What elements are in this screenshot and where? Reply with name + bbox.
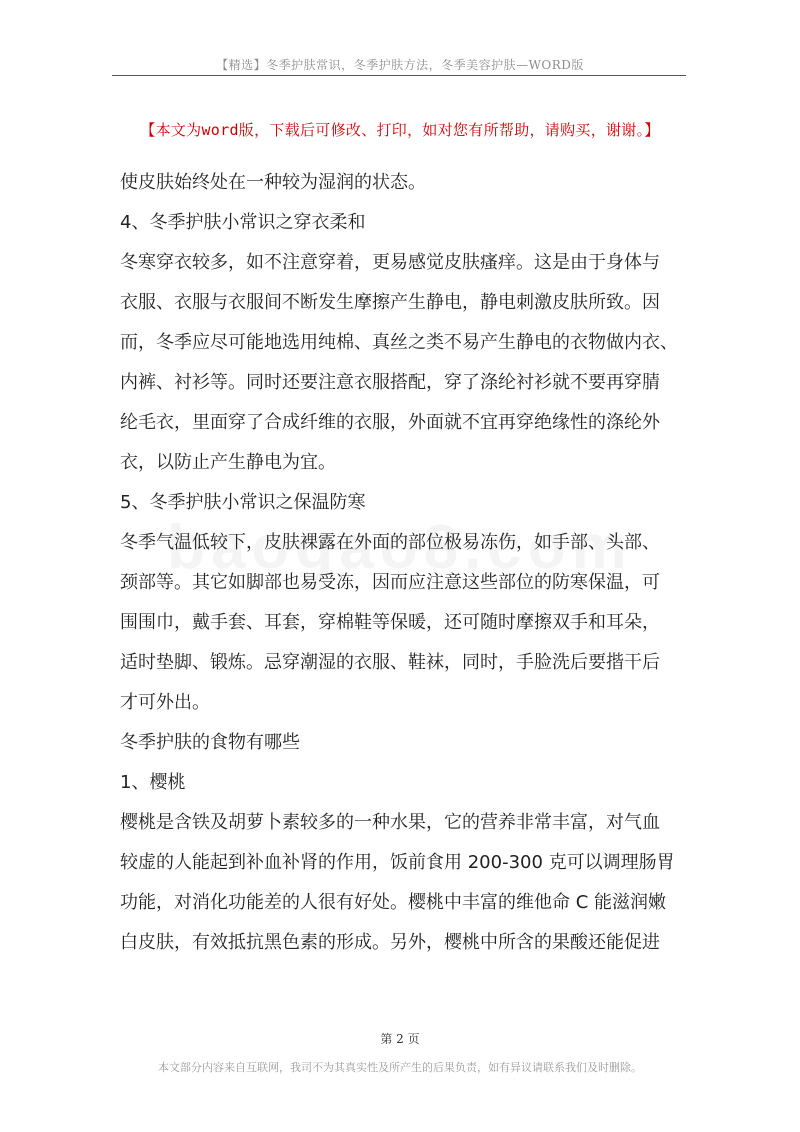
section-heading: 1、樱桃 [120, 772, 186, 793]
document-body [120, 163, 686, 963]
body-line: 才可外出。 [120, 692, 210, 713]
body-line: 适时垫脚、锻炼。忌穿潮湿的衣服、鞋袜，同时，手脸洗后要揩干后 [120, 652, 660, 673]
body-line: 功能，对消化功能差的人很有好处。樱桃中丰富的维他命 C 能滋润嫩 [120, 892, 667, 913]
body-line: 较虚的人能起到补血补肾的作用，饭前食用 200-300 克可以调理肠胃 [120, 852, 675, 873]
body-line: 樱桃是含铁及胡萝卜素较多的一种水果，它的营养非常丰富，对气血 [120, 812, 660, 833]
header-divider [112, 75, 686, 76]
body-line: 冬寒穿衣较多，如不注意穿着，更易感觉皮肤瘙痒。这是由于身体与 [120, 252, 660, 273]
body-line: 围围巾，戴手套、耳套，穿棉鞋等保暖，还可随时摩擦双手和耳朵， [120, 612, 660, 633]
body-line: 衣服、衣服与衣服间不断发生摩擦产生静电，静电刺激皮肤所致。因 [120, 292, 660, 313]
body-line: 衣，以防止产生静电为宜。 [120, 452, 336, 473]
body-line: 颈部等。其它如脚部也易受冻，因而应注意这些部位的防寒保温，可 [120, 572, 660, 593]
section-heading: 4、冬季护肤小常识之穿衣柔和 [120, 212, 366, 233]
body-line: 内裤、衬衫等。同时还要注意衣服搭配，穿了涤纶衬衫就不要再穿腈 [120, 372, 660, 393]
header-title: 【精选】冬季护肤常识，冬季护肤方法，冬季美容护肤—WORD版 [216, 58, 584, 72]
section-heading: 冬季护肤的食物有哪些 [120, 732, 300, 753]
word-version-notice: 【本文为word版，下载后可修改、打印，如对您有所帮助，请购买，谢谢。】 [140, 121, 660, 139]
page-number: 第 2 页 [380, 1032, 420, 1046]
body-line: 冬季气温低较下，皮肤裸露在外面的部位极易冻伤，如手部、头部、 [120, 532, 660, 553]
section-heading: 5、冬季护肤小常识之保温防寒 [120, 492, 366, 513]
body-line: 使皮肤始终处在一种较为湿润的状态。 [120, 172, 426, 193]
footer-disclaimer: 本文部分内容来自互联网，我司不为其真实性及所产生的后果负责，如有异议请联系我们及时删除。 [158, 1061, 642, 1074]
body-line: 而，冬季应尽可能地选用纯棉、真丝之类不易产生静电的衣物做内衣、 [120, 332, 678, 353]
body-line: 纶毛衣，里面穿了合成纤维的衣服，外面就不宜再穿绝缘性的涤纶外 [120, 412, 660, 433]
body-line: 白皮肤，有效抵抗黑色素的形成。另外，樱桃中所含的果酸还能促进 [120, 932, 660, 953]
